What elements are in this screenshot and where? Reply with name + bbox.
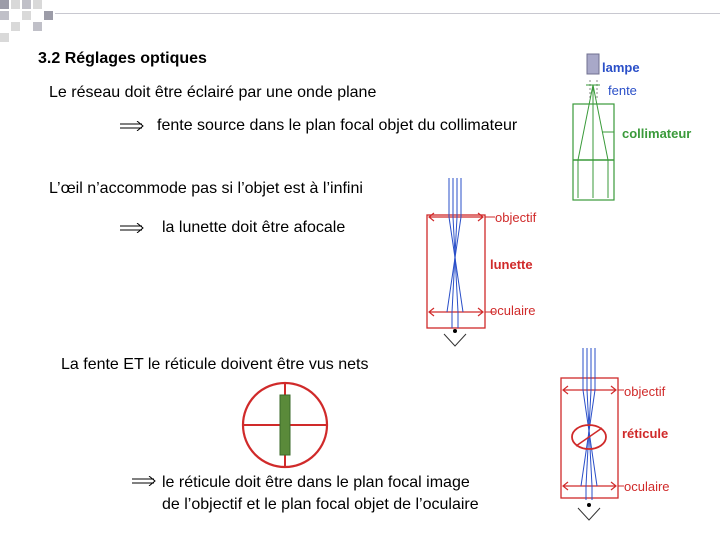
eyepiece-label: oculaire [490, 303, 536, 318]
slit-label: fente [608, 83, 637, 98]
statement-slit-reticle-sharp: La fente ET le réticule doivent être vus nets [61, 356, 369, 373]
collimator-label: collimateur [622, 126, 692, 141]
result-reticle-focal-plane-b: de l’objectif et le plan focal objet de l’oculaire [162, 496, 479, 513]
result-slit-focal-plane: fente source dans le plan focal objet du collimateur [157, 117, 518, 134]
reticle-label: réticule [622, 426, 669, 441]
result-afocal-telescope: la lunette doit être afocale [162, 219, 346, 236]
statement-eye-infinity: L’œil n’accommode pas si l’objet est à l’infini [49, 180, 363, 197]
telescope-label: lunette [490, 257, 533, 272]
objective-label: objectif [495, 210, 537, 225]
section-title: 3.2 Réglages optiques [38, 50, 207, 67]
statement-plane-wave: Le réseau doit être éclairé par une onde plane [49, 84, 377, 101]
lamp-label: lampe [602, 60, 640, 75]
result-reticle-focal-plane-a: le réticule doit être dans le plan focal image [162, 474, 470, 491]
objective-label: objectif [624, 384, 666, 399]
eyepiece-label: oculaire [624, 479, 670, 494]
